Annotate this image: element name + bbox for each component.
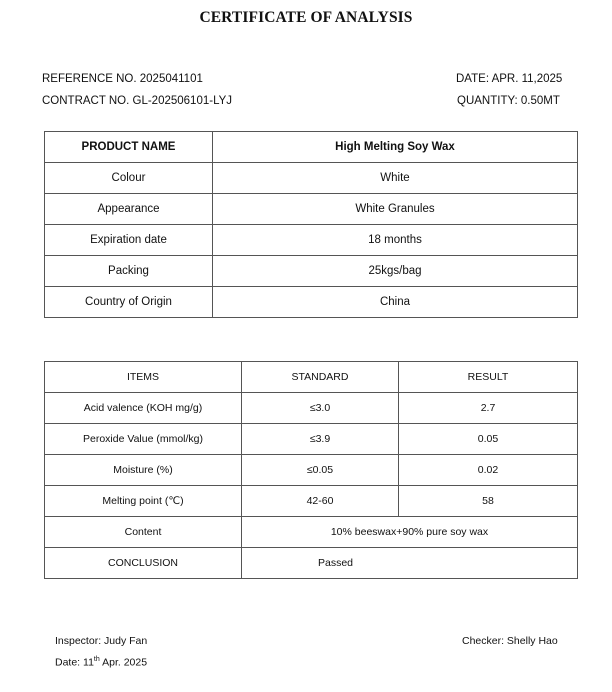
conclusion-label: CONCLUSION (45, 548, 242, 579)
checker-name: Checker: Shelly Hao (462, 635, 558, 647)
product-info-table (44, 131, 578, 318)
standard-cell: ≤3.0 (242, 393, 399, 424)
row-value: China (213, 287, 578, 318)
document-title: CERTIFICATE OF ANALYSIS (199, 9, 413, 26)
table-row (45, 163, 578, 194)
content-value: 10% beeswax+90% pure soy wax (242, 517, 578, 548)
table-row (45, 256, 578, 287)
content-row (45, 517, 578, 548)
item-cell: Acid valence (KOH mg/g) (45, 393, 242, 424)
table-row (45, 287, 578, 318)
conclusion-value: Passed (242, 548, 578, 579)
row-label: Appearance (45, 194, 213, 225)
standard-cell: ≤0.05 (242, 455, 399, 486)
standard-cell: 42-60 (242, 486, 399, 517)
column-header-items: ITEMS (45, 362, 242, 393)
inspection-date (55, 656, 147, 669)
content-label: Content (45, 517, 242, 548)
contract-number: CONTRACT NO. GL-202506101-LYJ (42, 95, 233, 107)
table-header-row (45, 362, 578, 393)
table-row (45, 132, 578, 163)
row-value: White Granules (213, 194, 578, 225)
table-row (45, 455, 578, 486)
result-cell: 58 (399, 486, 578, 517)
item-cell: Melting point (℃) (45, 486, 242, 517)
standard-cell: ≤3.9 (242, 424, 399, 455)
date-ordinal: th (93, 656, 100, 663)
result-cell: 0.02 (399, 455, 578, 486)
date-prefix: Date: 11 (55, 656, 94, 669)
row-label: Expiration date (45, 225, 213, 256)
row-value: 25kgs/bag (213, 256, 578, 287)
reference-number: REFERENCE NO. 2025041101 (42, 73, 203, 85)
item-cell: Moisture (%) (45, 455, 242, 486)
inspector-name: Inspector: Judy Fan (55, 635, 148, 647)
date-suffix: Apr. 2025 (99, 656, 148, 669)
column-header-standard: STANDARD (242, 362, 399, 393)
analysis-table (44, 361, 578, 579)
column-header-result: RESULT (399, 362, 578, 393)
row-label: Country of Origin (45, 287, 213, 318)
table-row (45, 486, 578, 517)
product-name-label: PRODUCT NAME (45, 132, 213, 163)
item-cell: Peroxide Value (mmol/kg) (45, 424, 242, 455)
row-label: Colour (45, 163, 213, 194)
table-row (45, 194, 578, 225)
table-row (45, 424, 578, 455)
table-row (45, 225, 578, 256)
result-cell: 2.7 (399, 393, 578, 424)
row-value: 18 months (213, 225, 578, 256)
conclusion-row (45, 548, 578, 579)
quantity: QUANTITY: 0.50MT (457, 95, 560, 107)
table-row (45, 393, 578, 424)
result-cell: 0.05 (399, 424, 578, 455)
product-name-value: High Melting Soy Wax (213, 132, 578, 163)
row-label: Packing (45, 256, 213, 287)
row-value: White (213, 163, 578, 194)
document-date: DATE: APR. 11,2025 (456, 73, 563, 85)
